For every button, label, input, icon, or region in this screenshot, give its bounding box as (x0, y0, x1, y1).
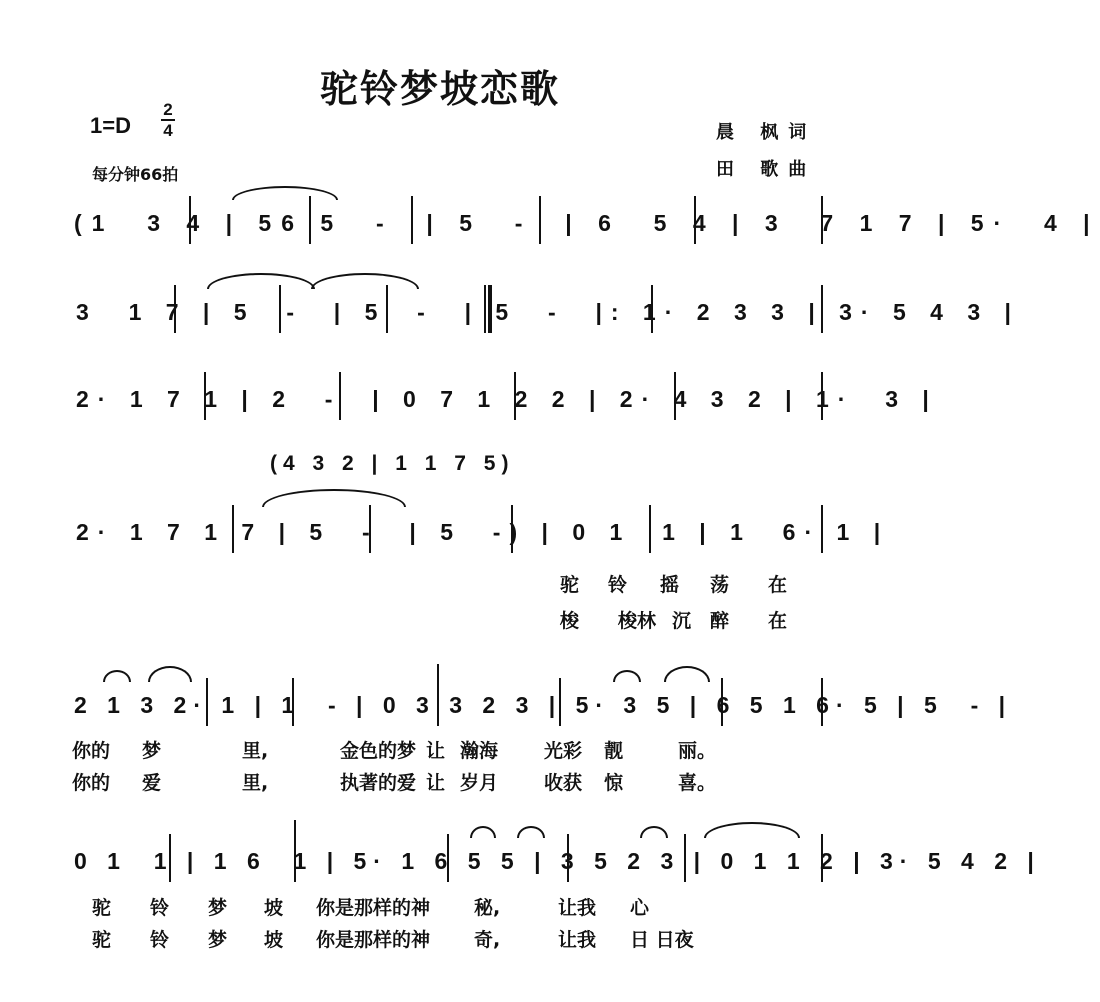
time-signature-top: 2 (163, 100, 173, 119)
stave-5-lyrics-verse-1: 你的 梦 里, 金色的梦 让 瀚海 光彩 靓 丽。 (72, 740, 717, 762)
stave-1-notation: (1 3 4 | 56 5 - | 5 - | 6 5 4 | 3 7 1 7 | 5· 4 | (74, 210, 1100, 236)
key-signature: 1=D (90, 113, 131, 138)
page-title: 驼铃梦坡恋歌 (319, 67, 560, 111)
composer-credit: 田 歌曲 (716, 159, 817, 180)
stave-5-notation: 2 1 3 2· 1 | 1 - | 0 3 3 2 3 | 5· 3 5 | 6 5 1 6· 5 | 5 - | (74, 692, 1013, 718)
time-signature-bottom: 4 (163, 121, 173, 140)
stave-3-notation: 2· 1 7 1 | 2 - | 0 7 1 2 2 | 2· 4 3 2 | 1· 3 | (76, 386, 938, 412)
stave-6-notation: 0 1 1 | 1 6 1 | 5· 1 6 5 5 | 3 5 2 3 | 0 1 1 2 | 3· 5 4 2 | (74, 848, 1041, 874)
lyricist-credit: 晨 枫词 (716, 122, 817, 143)
stave-5-lyrics-verse-2: 你的 爱 里, 执著的爱 让 岁月 收获 惊 喜。 (72, 772, 717, 794)
stave-4-lyrics-verse-1: 驼 铃 摇 荡 在 (560, 574, 788, 596)
stave-4-notation: 2· 1 7 1 7 | 5 - | 5 -) | 0 1 1 | 1 6· 1 | (76, 519, 890, 545)
stave-6-lyrics-verse-1: 驼 铃 梦 坡 你是那样的神 秘, 让我 心 (92, 897, 650, 919)
stave-6-lyrics-verse-2: 驼 铃 梦 坡 你是那样的神 奇, 让我 日 日夜 (92, 929, 694, 951)
tempo-marking: 每分钟66拍 (92, 165, 179, 184)
stave-4-lyrics-verse-2: 梭 梭林 沉 醉 在 (560, 610, 788, 632)
stave-2-notation: 3 1 7 | 5 - | 5 - | 5 - |: 1· 2 3 3 | 3· 5 4 3 | (76, 299, 1020, 325)
stave-4-bracket-notes: (4 3 2 | 1 1 7 5) (270, 452, 515, 475)
